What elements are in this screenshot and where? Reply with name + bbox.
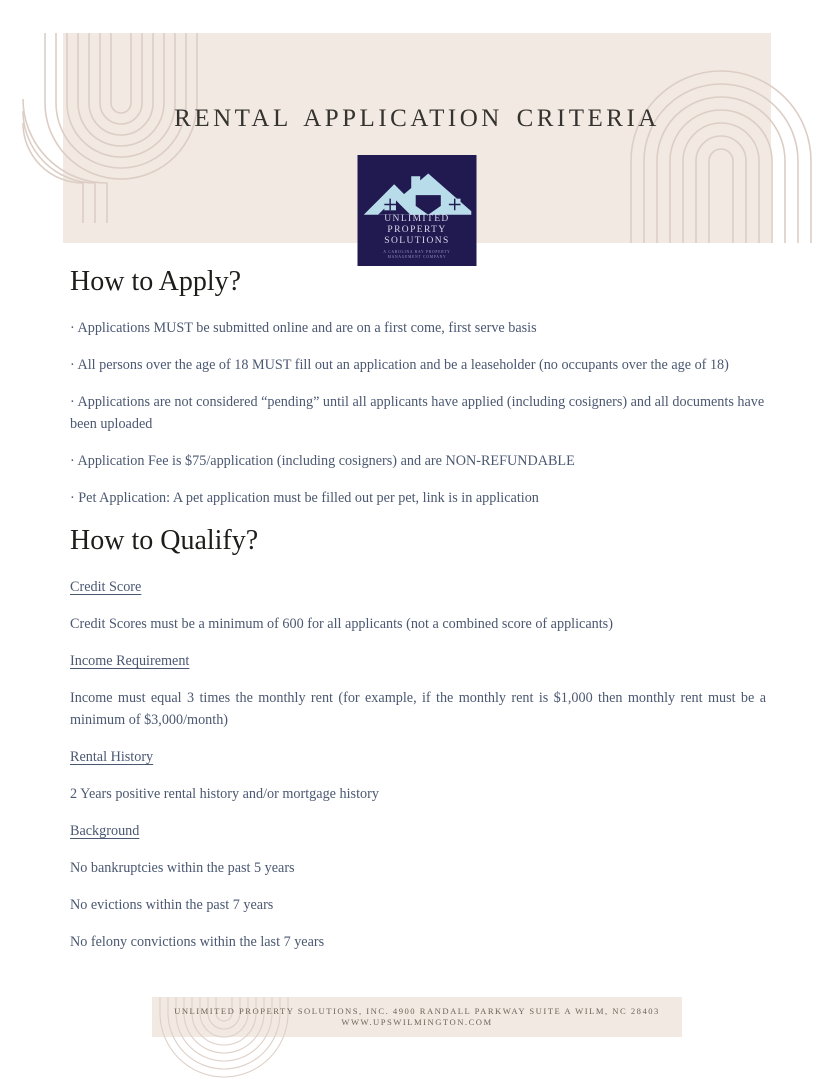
house-icon xyxy=(362,161,472,213)
bullet-item: · Applications are not considered “pending” until all applicants have applied (including cosigners) and all documents have been uploaded xyxy=(70,394,765,432)
page-title: RENTAL APPLICATION CRITERIA xyxy=(174,105,660,132)
footer-line-address: UNLIMITED PROPERTY SOLUTIONS, INC. 4900 RANDALL PARKWAY SUITE A WILM, NC 28403 xyxy=(174,1006,660,1016)
section-heading-how-to-qualify: How to Qualify? xyxy=(70,525,259,556)
paragraph-background-felony: No felony convictions within the last 7 years xyxy=(70,934,325,950)
logo-tagline: A CAROLINA BAY PROPERTY MANAGEMENT COMPANY xyxy=(383,250,451,259)
bullet-item: · Application Fee is $75/application (including cosigners) and are NON-REFUNDABLE xyxy=(70,453,575,469)
bullet-item: · Pet Application: A pet application must be filled out per pet, link is in application xyxy=(70,490,539,506)
header-banner xyxy=(63,33,771,259)
document-body xyxy=(70,243,766,968)
section-heading-how-to-apply: How to Apply? xyxy=(70,266,242,297)
paragraph-rental-history: 2 Years positive rental history and/or mortgage history xyxy=(70,786,379,802)
bullet-item: · Applications MUST be submitted online and are on a first come, first serve basis xyxy=(70,320,537,336)
logo-name-line: UNLIMITED xyxy=(384,214,450,224)
paragraph-background-bankruptcies: No bankruptcies within the past 5 years xyxy=(70,860,295,876)
logo-name-line: SOLUTIONS xyxy=(384,236,450,246)
logo-name-line: PROPERTY xyxy=(387,225,447,235)
bullet-item: · All persons over the age of 18 MUST fill out an application and be a leaseholder (no occupants over the age of 18) xyxy=(70,357,729,373)
subsection-label-background: Background xyxy=(70,823,140,839)
paragraph-income-requirement: Income must equal 3 times the monthly rent (for example, if the monthly rent is $1,000 then monthly rent must be a minimum of $3,000/month) xyxy=(70,690,766,728)
footer-line-website: WWW.UPSWILMINGTON.COM xyxy=(341,1017,493,1027)
paragraph-background-evictions: No evictions within the past 7 years xyxy=(70,897,274,913)
subsection-label-income-requirement: Income Requirement xyxy=(70,653,190,669)
footer-address xyxy=(152,997,682,1028)
subsection-label-credit-score: Credit Score xyxy=(70,579,142,595)
subsection-label-rental-history: Rental History xyxy=(70,749,154,765)
paragraph-credit-score: Credit Scores must be a minimum of 600 for all applicants (not a combined score of applicants) xyxy=(70,616,613,632)
footer-banner xyxy=(152,997,682,1037)
